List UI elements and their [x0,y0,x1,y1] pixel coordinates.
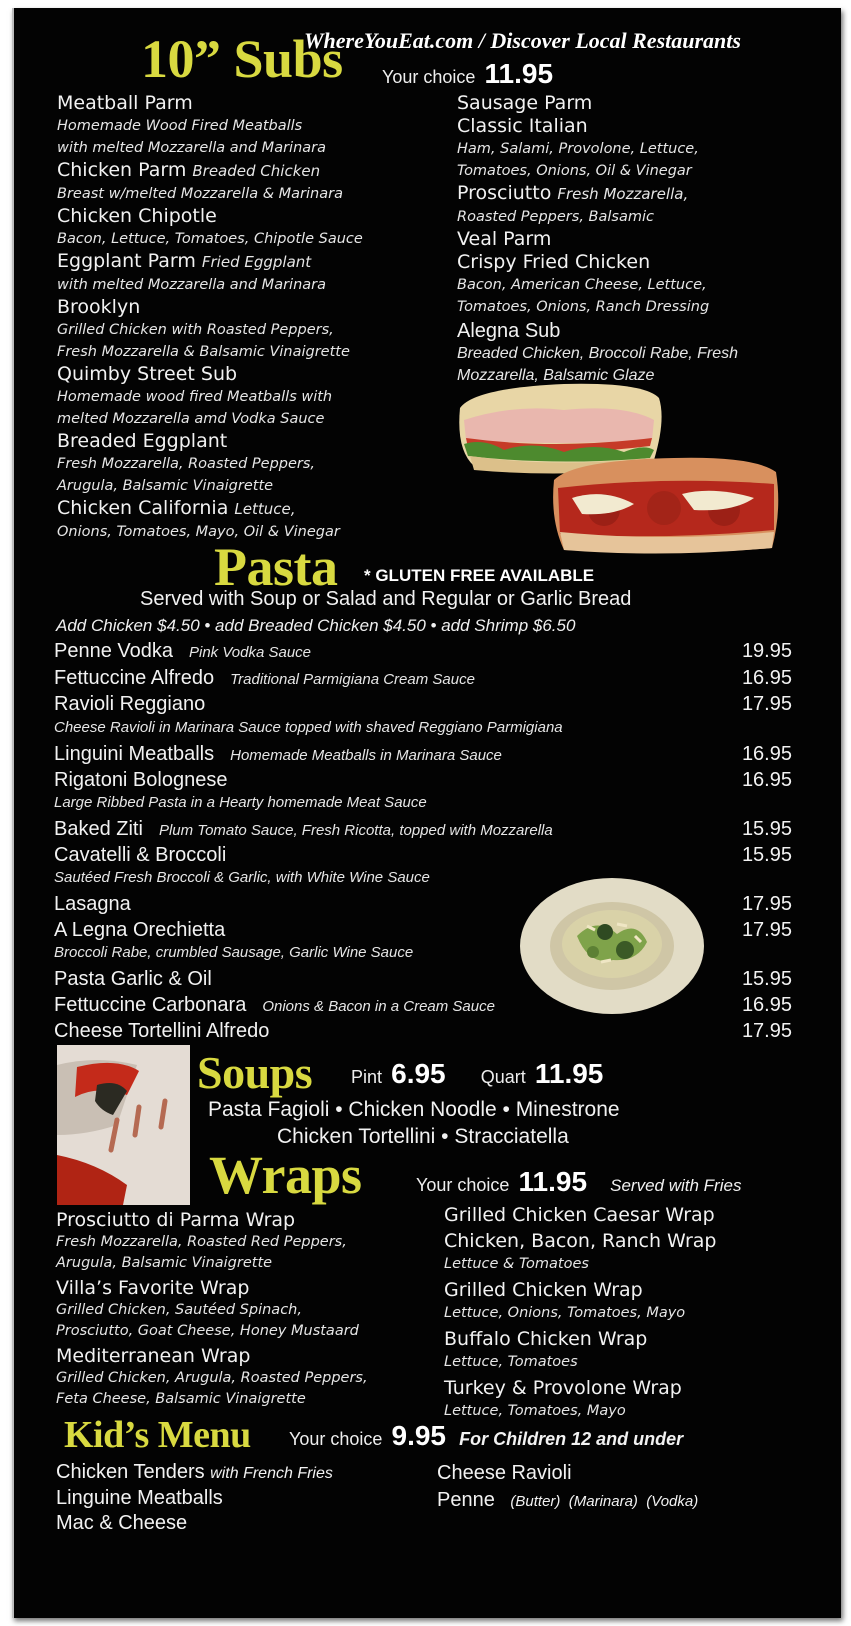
item-desc: Mozzarella, Balsamic Glaze [457,367,655,384]
menu-page [12,8,841,1618]
item-name: Veal Parm [457,228,552,250]
menu-item [457,320,851,387]
menu-item [56,1460,333,1486]
item-inline-desc: Fresh Mozzarella, [557,185,689,203]
item-name: Linguini Meatballs [54,743,215,765]
item-name: Lasagna [54,893,131,915]
item-desc: Large Ribbed Pasta in a Hearty homemade Meat Sauce [54,794,427,811]
item-price: 15.95 [741,968,792,990]
subs-price-line [382,58,553,90]
wraps-price-line [416,1166,741,1198]
item-desc: Broccoli Rabe, crumbled Sausage, Garlic Wine Sauce [54,944,414,961]
pasta-item [54,968,792,994]
menu-item [437,1460,698,1487]
item-name: Pasta Garlic & Oil [54,968,212,990]
pasta-item [54,693,792,719]
menu-item [437,1487,698,1515]
item-desc: Homemade wood fired Meatballs with [57,389,333,405]
item-name: Alegna Sub [457,320,561,342]
item-name: Sausage Parm [457,92,593,114]
wraps-left-column [56,1209,456,1410]
sandwich-illustration-icon [454,380,784,560]
item-desc: Fresh Mozzarella & Balsamic Vinaigrette [57,344,350,360]
item-desc: Lettuce, Tomatoes [444,1354,578,1370]
subs-right-column [457,92,851,387]
item-desc: Breaded Chicken, Broccoli Rabe, Fresh [457,345,739,362]
item-name: Quimby Street Sub [57,363,238,385]
kids-right-column [437,1460,698,1515]
menu-item [444,1277,844,1323]
pasta-item [54,667,792,693]
item-name: Prosciutto di Parma Wrap [56,1209,296,1231]
soups-price-line [351,1058,603,1090]
item-name: Rigatoni Bolognese [54,769,228,791]
item-inline-desc: Pink Vodka Sauce [189,644,312,661]
soups-line-1: Pasta Fagioli • Chicken Noodle • Minestrone [208,1098,620,1121]
item-name: Fettuccine Carbonara [54,994,247,1016]
pasta-item [54,994,792,1020]
item-desc: Tomatoes, Onions, Ranch Dressing [457,299,710,315]
item-inline-desc: Homemade Meatballs in Marinara Sauce [230,747,502,764]
pint-price: 6.95 [391,1058,446,1089]
menu-item [457,115,851,182]
quart-label: Quart [480,1067,526,1087]
menu-item [457,182,851,228]
item-name: Cheese Tortellini Alfredo [54,1020,270,1042]
quart-price: 11.95 [534,1058,604,1089]
wraps-right-column [444,1202,844,1421]
item-name: Brooklyn [57,296,141,318]
pasta-item [54,769,792,795]
item-desc: Breast w/melted Mozzarella & Marinara [57,186,343,202]
item-price: 15.95 [741,818,792,840]
soups-line-2: Chicken Tortellini • Stracciatella [277,1125,569,1148]
menu-item [57,205,457,250]
item-price: 19.95 [741,640,792,662]
item-desc: Grilled Chicken with Roasted Peppers, [57,322,334,338]
menu-item [56,1209,456,1274]
pasta-heading: Pasta [214,537,338,597]
item-desc: Bacon, Lettuce, Tomatoes, Chipotle Sauce [57,231,363,247]
menu-item [444,1375,844,1421]
subs-left-column [57,92,457,543]
item-desc: Lettuce, Onions, Tomatoes, Mayo [444,1305,686,1321]
item-name: Chicken, Bacon, Ranch Wrap [444,1230,717,1252]
item-desc: Feta Cheese, Balsamic Vinaigrette [56,1391,306,1407]
pasta-item [54,893,792,919]
pasta-item [54,844,792,870]
item-name: Eggplant Parm [57,250,196,272]
gluten-free-note: * GLUTEN FREE AVAILABLE [364,566,595,585]
item-desc: Fresh Mozzarella, Roasted Peppers, [57,456,316,472]
item-price: 16.95 [741,769,792,791]
item-desc: Cheese Ravioli in Marinara Sauce topped with shaved Reggiano Parmigiana [54,719,563,736]
item-name: Classic Italian [457,115,588,137]
item-price: 17.95 [741,693,792,715]
item-name: A Legna Orechietta [54,919,226,941]
kids-price: 9.95 [391,1420,446,1451]
item-desc: with melted Mozzarella and Marinara [57,277,326,293]
pasta-item [54,919,792,945]
item-name: Chicken Tenders [56,1461,205,1483]
pasta-addons: Add Chicken $4.50 • add Breaded Chicken $4.50 • add Shrimp $6.50 [56,616,576,635]
wraps-choice-label: Your choice [416,1175,510,1195]
item-desc: Arugula, Balsamic Vinaigrette [57,478,274,494]
menu-item [457,228,851,251]
item-price: 17.95 [741,893,792,915]
menu-item [457,92,851,115]
subs-choice-label: Your choice [382,67,476,87]
item-desc: Homemade Wood Fired Meatballs [57,118,303,134]
item-price: 16.95 [741,743,792,765]
item-name: Villa’s Favorite Wrap [56,1277,250,1299]
item-inline-desc: Plum Tomato Sauce, Fresh Ricotta, topped with Mozzarella [158,822,553,839]
item-desc: Arugula, Balsamic Vinaigrette [56,1255,273,1271]
item-name: Buffalo Chicken Wrap [444,1328,648,1350]
watermark: WhereYouEat.com / Discover Local Restaurants [304,28,741,53]
item-name: Mac & Cheese [56,1512,188,1534]
item-desc: Grilled Chicken, Sautéed Spinach, [56,1302,302,1318]
item-desc: Onions, Tomatoes, Mayo, Oil & Vinegar [57,524,340,540]
kids-note: For Children 12 and under [459,1429,684,1449]
item-name: Grilled Chicken Wrap [444,1279,643,1301]
item-name: Cavatelli & Broccoli [54,844,227,866]
item-name: Grilled Chicken Caesar Wrap [444,1204,715,1226]
item-inline-desc: Traditional Parmigiana Cream Sauce [230,671,475,688]
item-inline-desc: Onions & Bacon in a Cream Sauce [262,998,495,1015]
item-name: Turkey & Provolone Wrap [444,1377,682,1399]
menu-item [56,1345,456,1410]
item-price: 16.95 [741,667,792,689]
menu-item [57,296,457,363]
item-desc: Sautéed Fresh Broccoli & Garlic, with White Wine Sauce [54,869,430,886]
item-desc: with melted Mozzarella and Marinara [57,140,326,156]
kids-left-column [56,1460,333,1536]
item-inline-desc: (Butter) (Marinara) (Vodka) [510,1493,699,1510]
pint-label: Pint [351,1067,383,1087]
item-desc: Ham, Salami, Provolone, Lettuce, [457,141,699,157]
item-name: Chicken Chipotle [57,205,217,227]
menu-item [57,430,457,497]
menu-item [56,1486,333,1511]
item-name: Penne [437,1489,495,1511]
item-desc: Fresh Mozzarella, Roasted Red Peppers, [56,1234,347,1250]
item-price: 17.95 [741,1020,792,1042]
item-desc: Grilled Chicken, Arugula, Roasted Peppers, [56,1370,368,1386]
wraps-price: 11.95 [518,1166,588,1197]
kids-price-line [289,1420,683,1452]
pasta-item [54,743,792,769]
menu-item [57,250,457,296]
item-desc: Bacon, American Cheese, Lettuce, [457,277,707,293]
subs-heading: 10” Subs [141,29,343,89]
item-desc: Roasted Peppers, Balsamic [457,209,654,225]
menu-item [56,1277,456,1342]
menu-item [457,251,851,318]
menu-item [57,159,457,205]
pasta-served-with: Served with Soup or Salad and Regular or Garlic Bread [140,588,632,610]
subs-price: 11.95 [484,58,554,89]
item-name: Baked Ziti [54,818,143,840]
item-name: Meatball Parm [57,92,193,114]
item-desc: Tomatoes, Onions, Oil & Vinegar [457,163,692,179]
item-name: Breaded Eggplant [57,430,228,452]
subs-photo [454,380,784,560]
pasta-item [54,640,792,666]
wrap-illustration-icon [57,1045,190,1205]
pasta-item [54,818,792,844]
item-name: Cheese Ravioli [437,1462,572,1484]
item-desc: Lettuce, Tomatoes, Mayo [444,1403,626,1419]
item-name: Mediterranean Wrap [56,1345,251,1367]
item-inline-desc: Lettuce, [234,500,296,518]
item-inline-desc: with French Fries [210,1465,333,1482]
menu-item [57,92,457,159]
menu-item [444,1326,844,1372]
item-name: Chicken Parm [57,159,187,181]
item-name: Crispy Fried Chicken [457,251,651,273]
pasta-item [54,1020,792,1046]
item-inline-desc: Breaded Chicken [192,162,321,180]
menu-item [444,1202,844,1228]
wraps-heading: Wraps [209,1145,362,1205]
kids-choice-label: Your choice [289,1429,383,1449]
item-price: 17.95 [741,919,792,941]
item-name: Penne Vodka [54,640,173,662]
wraps-served-with: Served with Fries [610,1176,742,1195]
menu-item [56,1511,333,1536]
item-desc: Lettuce & Tomatoes [444,1256,589,1272]
item-name: Chicken California [57,497,229,519]
item-desc: Prosciutto, Goat Cheese, Honey Mustaard [56,1323,359,1339]
item-name: Prosciutto [457,182,552,204]
item-inline-desc: Fried Eggplant [201,253,312,271]
kids-heading: Kid’s Menu [64,1414,251,1456]
item-name: Ravioli Reggiano [54,693,206,715]
item-desc: melted Mozzarella amd Vodka Sauce [57,411,325,427]
item-name: Linguine Meatballs [56,1487,223,1509]
menu-item [57,363,457,430]
item-price: 16.95 [741,994,792,1016]
item-price: 15.95 [741,844,792,866]
soups-heading: Soups [197,1047,313,1098]
item-name: Fettuccine Alfredo [54,667,215,689]
menu-item [444,1228,844,1274]
wrap-photo [57,1045,190,1205]
